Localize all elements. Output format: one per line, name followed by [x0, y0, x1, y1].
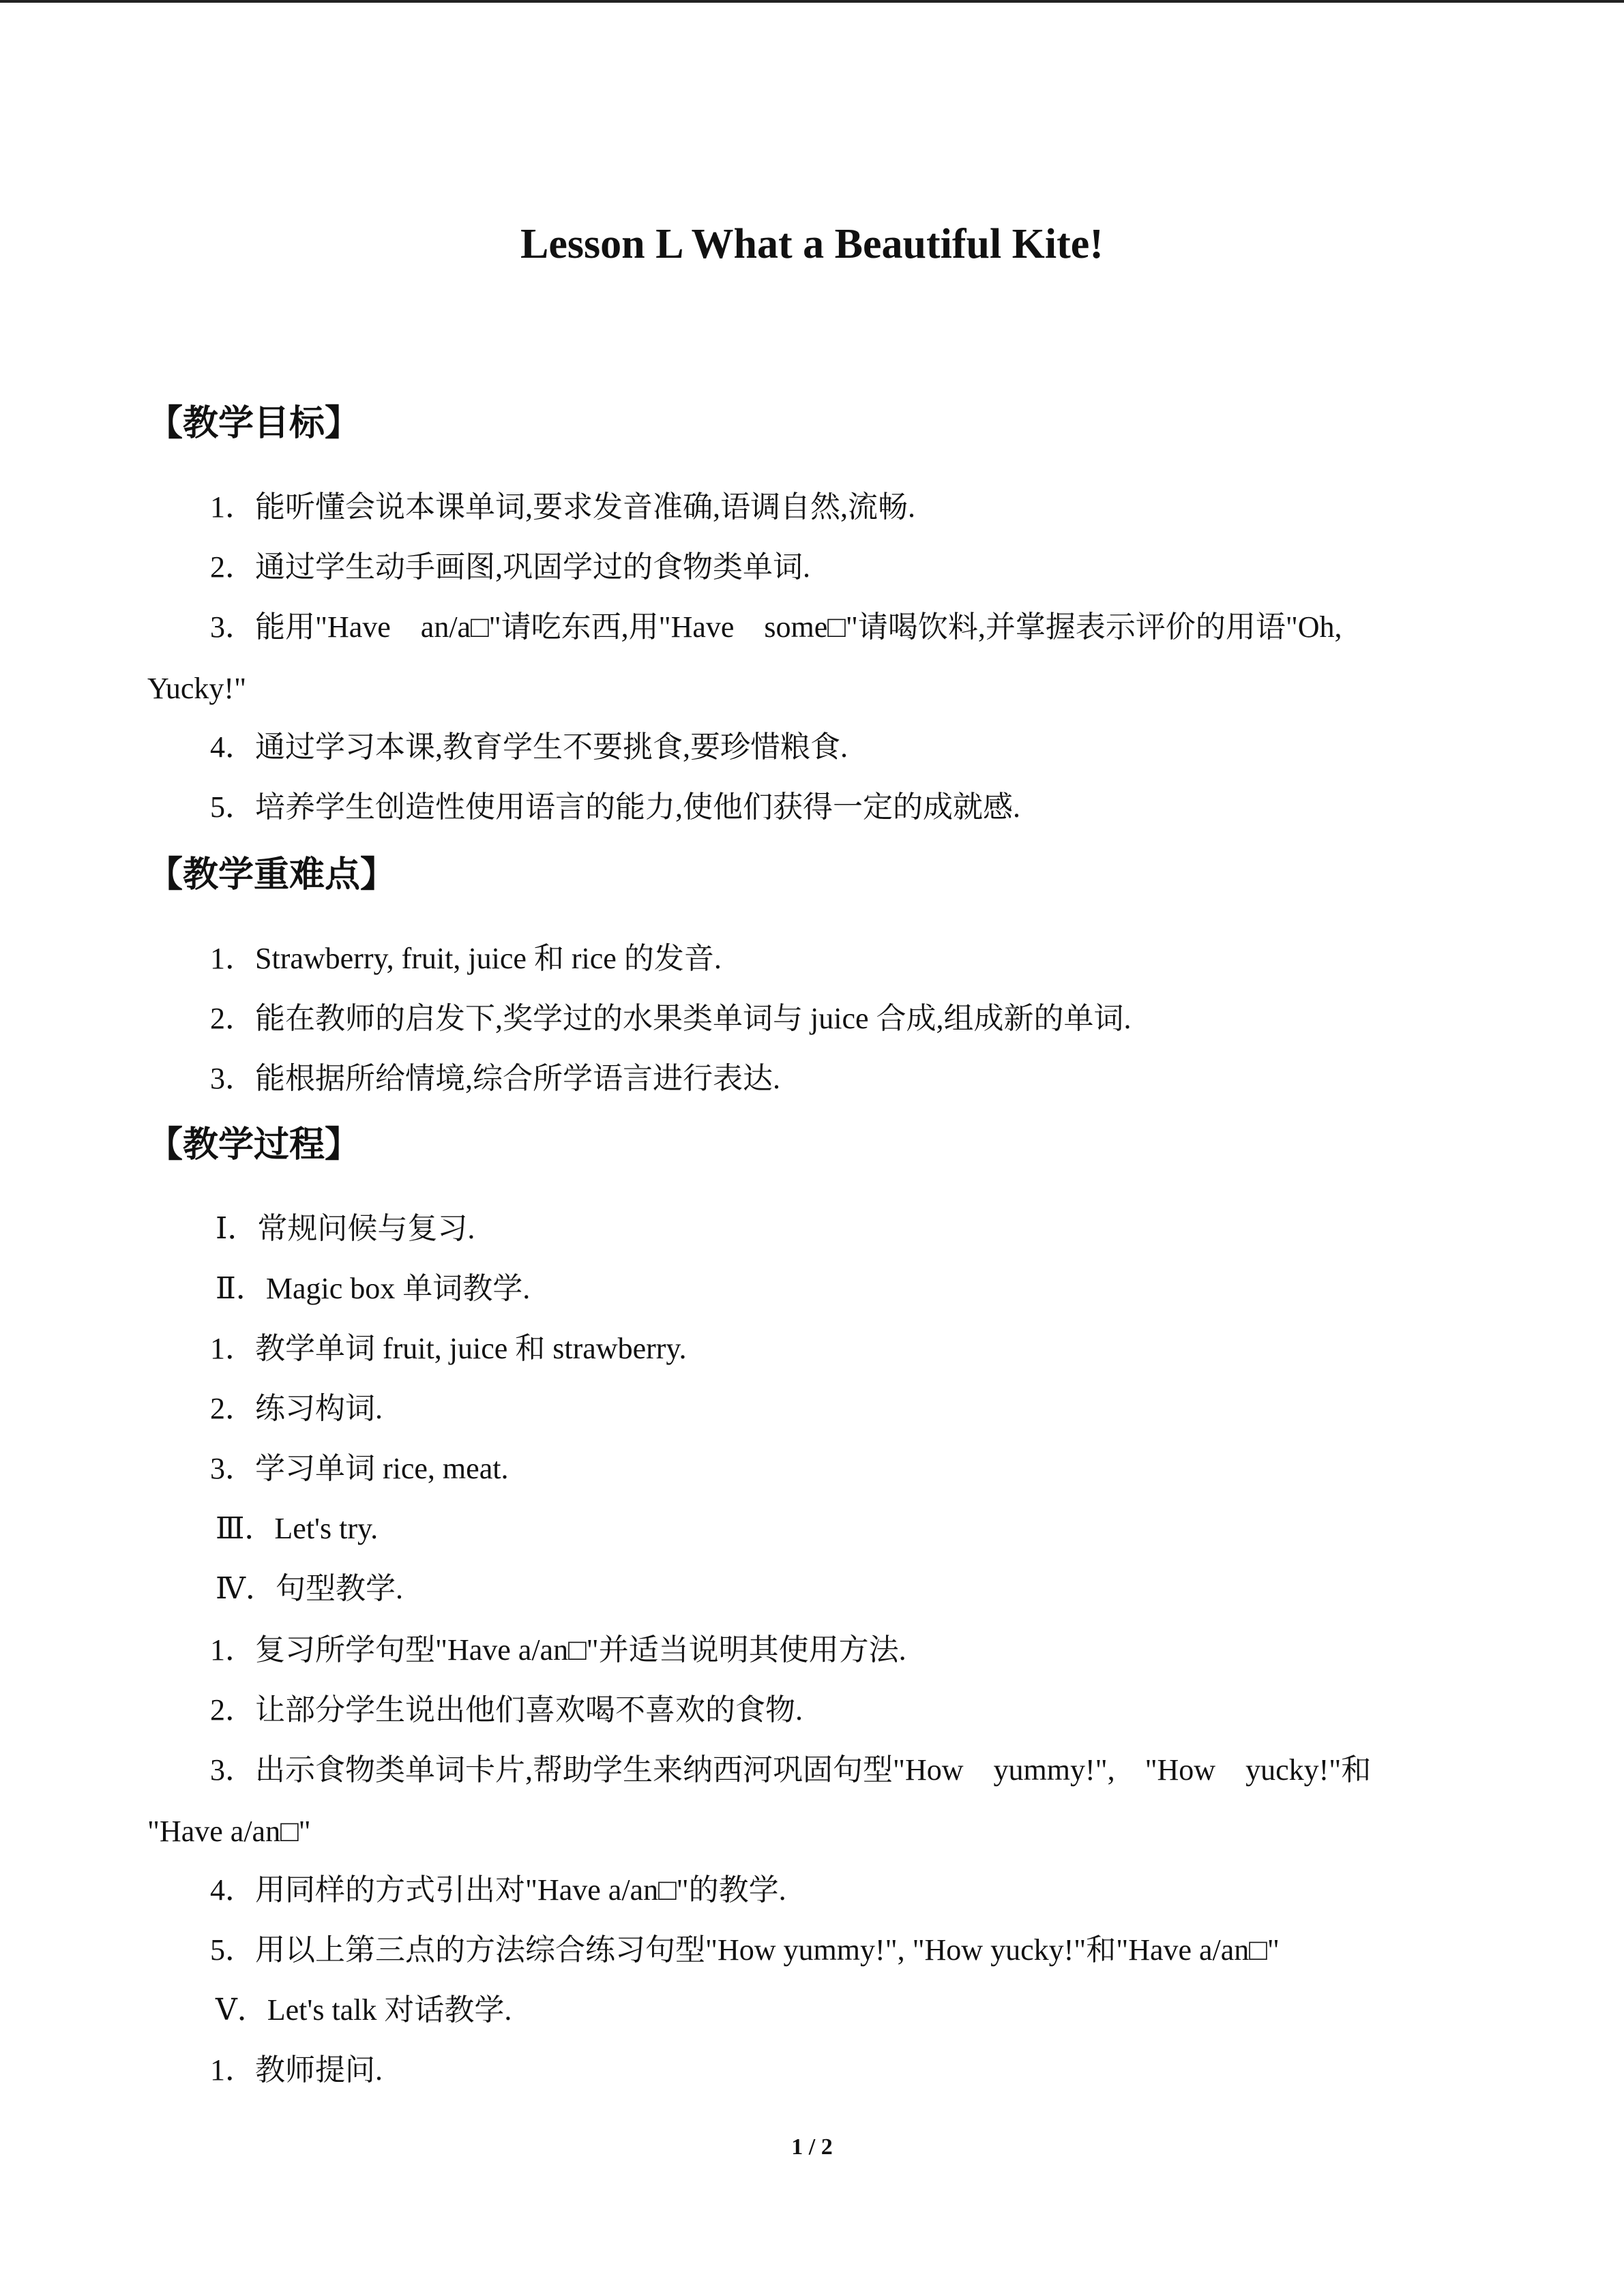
- process-step-5: Ⅴ．Let's talk 对话教学.: [216, 1993, 512, 2027]
- section-heading-objectives: 【教学目标】: [147, 403, 361, 444]
- process-item: 4．用同样的方式引出对"Have a/an□"的教学.: [210, 1873, 786, 1907]
- process-step-1: Ⅰ．常规问候与复习.: [216, 1212, 475, 1245]
- document-title: Lesson L What a Beautiful Kite!: [520, 221, 1104, 267]
- process-item: 3．出示食物类单词卡片,帮助学生来纳西河巩固句型"How yummy!", "How yucky!"和: [210, 1753, 1372, 1787]
- process-item: 5．用以上第三点的方法综合练习句型"How yummy!", "How yucky!"和"Have a/an□": [210, 1933, 1280, 1967]
- top-border: [0, 0, 1624, 3]
- process-step-3: Ⅲ．Let's try.: [216, 1512, 379, 1545]
- objective-item-3: 3．能用"Have an/a□"请吃东西,用"Have some□"请喝饮料,并掌握表示评价的用语"Oh,: [210, 610, 1342, 644]
- key-point-item-1: 1．Strawberry, fruit, juice 和 rice 的发音.: [210, 942, 722, 975]
- objective-item-2: 2．通过学生动手画图,巩固学过的食物类单词.: [210, 550, 810, 584]
- section-heading-process: 【教学过程】: [147, 1124, 361, 1165]
- process-item-continuation: "Have a/an□": [147, 1815, 311, 1848]
- process-item: 2．练习构词.: [210, 1392, 383, 1425]
- process-item: 1．教师提问.: [210, 2053, 383, 2087]
- objective-item-4: 4．通过学习本课,教育学生不要挑食,要珍惜粮食.: [210, 730, 848, 764]
- objective-item-5: 5．培养学生创造性使用语言的能力,使他们获得一定的成就感.: [210, 790, 1020, 824]
- page-number: 1 / 2: [791, 2134, 833, 2160]
- process-item: 2．让部分学生说出他们喜欢喝不喜欢的食物.: [210, 1693, 803, 1727]
- process-item: 1．复习所学句型"Have a/an□"并适当说明其使用方法.: [210, 1633, 906, 1667]
- process-item: 3．学习单词 rice, meat.: [210, 1452, 509, 1485]
- key-point-item-2: 2．能在教师的启发下,奖学过的水果类单词与 juice 合成,组成新的单词.: [210, 1002, 1132, 1035]
- process-step-4: Ⅳ．句型教学.: [216, 1572, 403, 1605]
- objective-item-1: 1．能听懂会说本课单词,要求发音准确,语调自然,流畅.: [210, 490, 915, 524]
- key-point-item-3: 3．能根据所给情境,综合所学语言进行表达.: [210, 1062, 780, 1095]
- process-step-2: Ⅱ．Magic box 单词教学.: [216, 1272, 531, 1305]
- section-heading-key-points: 【教学重难点】: [147, 854, 396, 895]
- objective-item-3-continuation: Yucky!": [147, 672, 247, 705]
- process-item: 1．教学单词 fruit, juice 和 strawberry.: [210, 1332, 687, 1365]
